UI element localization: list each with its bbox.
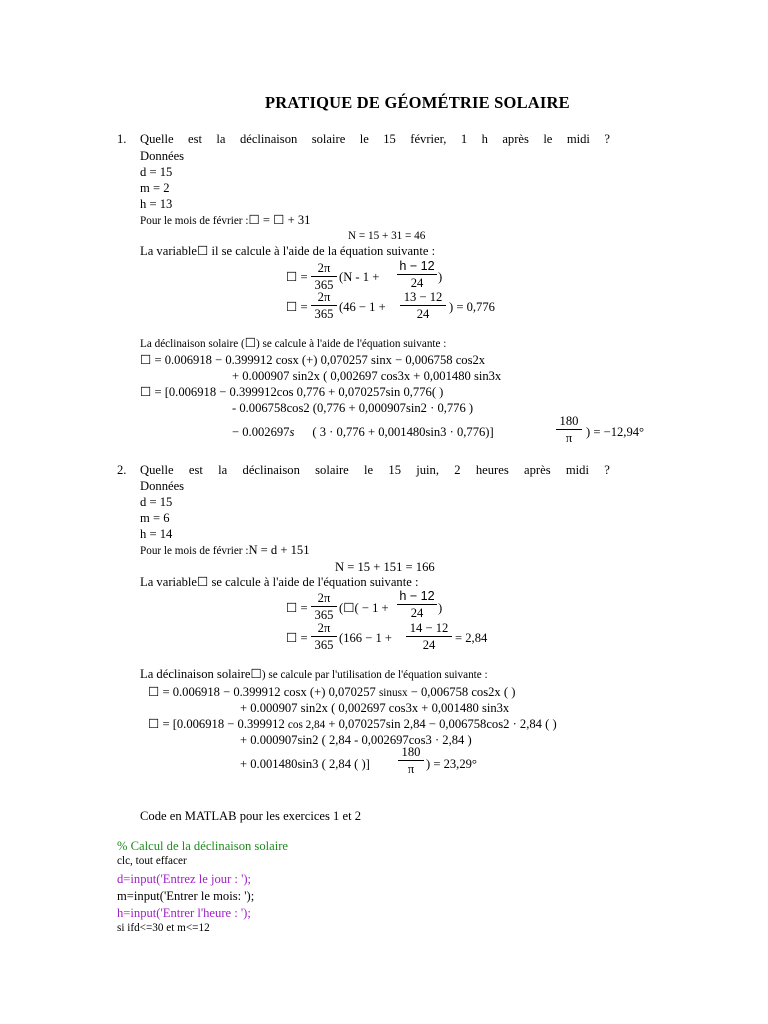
numerator: 180 (398, 746, 424, 761)
denominator: 24 (422, 637, 436, 652)
text: La variable (140, 575, 197, 589)
text: il se calcule à l'aide de la équation suivante : (208, 244, 436, 258)
ex2-variable (140, 576, 418, 589)
word: juin, (416, 463, 440, 477)
ex2-gen-mid: (☐( − 1 + (339, 601, 389, 615)
fraction-180-pi (398, 746, 424, 775)
text: La déclinaison solaire ( (140, 338, 245, 350)
code-m-input: m=input('Entrer le mois: '); (117, 889, 255, 903)
numerator: 2π (311, 262, 337, 277)
text: = 0.006918 − 0.399912 cosx (+) 0,070257 sinx − 0,006758 cos2x (151, 353, 486, 367)
text: s (289, 425, 295, 439)
word: solaire (315, 463, 349, 477)
word: 15 (388, 463, 401, 477)
text: + 0,070257sin 2,84 − 0,006758cos2 · 2,84 ( ) (325, 717, 557, 731)
denominator: 365 (314, 277, 334, 292)
word: déclinaison (239, 132, 298, 146)
word: solaire (311, 132, 346, 146)
ex1-eq-line4: - 0.006758cos2 (0,776 + 0,000907sin2 · 0,776 ) (232, 401, 474, 415)
word: Quelle (140, 132, 174, 146)
word: après (524, 463, 551, 477)
word: déclinaison (242, 463, 300, 477)
ex1-sub-result: ) = 0,776 (449, 300, 495, 314)
fraction-h-24 (397, 260, 437, 289)
text: se calcule à l'aide de l'équation suivante : (208, 575, 419, 589)
mois-eq: = (259, 213, 274, 227)
numerator: 14 − 12 (406, 622, 452, 637)
box-symbol: ☐ (273, 213, 285, 227)
denominator: 365 (314, 607, 334, 622)
mois-label: Pour le mois de février : (140, 545, 249, 557)
word: midi (565, 463, 589, 477)
text: La déclinaison solaire (140, 667, 251, 681)
fraction-180-pi (556, 415, 582, 444)
ex2-number: 2. (117, 463, 127, 477)
ex2-sub-result: = 2,84 (455, 631, 488, 645)
denominator: 24 (410, 605, 424, 620)
word: le (359, 132, 369, 146)
fraction-13-24 (400, 291, 446, 320)
denominator: 365 (314, 306, 334, 321)
fraction-2pi-365 (311, 262, 337, 291)
ex1-question (140, 133, 610, 146)
ex2-donnees: Données (140, 479, 185, 493)
ex1-number: 1. (117, 132, 127, 146)
numerator: 13 − 12 (400, 291, 446, 306)
code-h-input: h=input('Entrer l'heure : '); (117, 906, 251, 920)
text: ( 3 · 0,776 + 0,001480sin3 · 0,776)] (312, 425, 494, 439)
ex1-gen-lhs (286, 271, 308, 284)
ex1-m: m = 2 (140, 181, 170, 195)
ex2-result: ) = 23,29° (426, 757, 477, 771)
ex2-sub-mid: (166 − 1 + (339, 631, 393, 645)
word: après (502, 132, 529, 146)
box-symbol: ☐ (197, 244, 209, 258)
code-comment: % Calcul de la déclinaison solaire (117, 839, 289, 853)
ex1-mois (140, 214, 310, 227)
fraction-2pi-365 (311, 592, 337, 621)
numerator: 2π (311, 622, 337, 637)
ex2-n-result: N = 15 + 151 = 166 (335, 560, 435, 574)
eq: = (297, 601, 308, 615)
close-paren: ) (438, 270, 443, 284)
ex2-eq-line2: + 0.000907 sin2x ( 0,002697 cos3x + 0,001480 sin3x (240, 701, 510, 715)
word: ? (604, 463, 610, 477)
page-title: PRATIQUE DE GÉOMÉTRIE SOLAIRE (265, 93, 570, 112)
ex1-d: d = 15 (140, 165, 173, 179)
box-symbol: ☐ (248, 213, 260, 227)
eq: = (297, 631, 308, 645)
word: est (188, 463, 203, 477)
box-symbol: ☐ (286, 270, 298, 284)
numerator: 2π (311, 291, 337, 306)
box-symbol: ☐ (197, 575, 209, 589)
ex2-question (140, 464, 610, 477)
text: cos 2,84 (287, 719, 326, 731)
denominator: π (407, 761, 415, 776)
word: Quelle (140, 463, 174, 477)
box-symbol: ☐ (148, 717, 160, 731)
close-paren: ) (438, 601, 443, 615)
box-symbol: ☐ (250, 667, 262, 681)
denominator: π (565, 430, 573, 445)
ex2-d: d = 15 (140, 495, 173, 509)
word: la (218, 463, 228, 477)
box-symbol: ☐ (286, 300, 298, 314)
ex1-eq-line5 (232, 426, 494, 439)
word: 15 (383, 132, 396, 146)
word: ? (604, 132, 610, 146)
denominator: 24 (410, 275, 424, 290)
ex1-sub-lhs (286, 301, 308, 314)
ex1-result: ) = −12,94° (586, 425, 645, 439)
text: ( − 1 + (354, 601, 389, 615)
eq: = (297, 300, 308, 314)
fraction-h-24 (397, 590, 437, 619)
ex2-m: m = 6 (140, 511, 170, 525)
text: ) se calcule par l'utilisation de l'équation suivante : (261, 669, 488, 681)
ex1-sub-mid: (46 − 1 + (339, 300, 386, 314)
text: ) se calcule à l'aide de l'équation suivante : (255, 338, 447, 350)
mois-plus: + 31 (284, 213, 311, 227)
numerator: 2π (311, 592, 337, 607)
ex2-sub-lhs (286, 632, 308, 645)
ex1-h: h = 13 (140, 197, 173, 211)
word: la (216, 132, 226, 146)
word: février, (410, 132, 447, 146)
ex1-variable (140, 245, 435, 258)
numerator: h − 12 (397, 260, 437, 275)
box-symbol: ☐ (140, 353, 152, 367)
text: = [0.006918 − 0.399912 (159, 717, 288, 731)
denominator: 24 (416, 306, 430, 321)
ex1-eq-line3 (140, 386, 443, 399)
ex2-eq-line3 (148, 718, 557, 731)
word: heures (475, 463, 509, 477)
text: = 0.006918 − 0.399912 cosx (+) 0,070257 (159, 685, 379, 699)
word: le (364, 463, 374, 477)
text: − 0,006758 cos2x ( ) (407, 685, 516, 699)
ex1-decl-intro (140, 337, 446, 350)
mois-formula: N = d + 151 (248, 543, 310, 557)
word: 2 (454, 463, 461, 477)
box-symbol: ☐ (140, 385, 152, 399)
box-symbol: ☐ (286, 631, 298, 645)
box-symbol: ☐ (148, 685, 160, 699)
ex2-decl-intro (140, 668, 488, 681)
text: − 0.002697 (232, 425, 290, 439)
box-symbol: ☐ (244, 336, 256, 350)
ex2-eq-line4: + 0.000907sin2 ( 2,84 - 0,002697cos3 · 2,84 ) (240, 733, 472, 747)
ex1-donnees: Données (140, 149, 185, 163)
ex1-eq-line1 (140, 354, 485, 367)
text: sinusx (378, 687, 408, 699)
ex2-mois (140, 544, 310, 557)
ex1-gen-mid: (N - 1 + (339, 270, 380, 284)
word: midi (566, 132, 590, 146)
ex1-eq-line2: + 0.000907 sin2x ( 0,002697 cos3x + 0,001480 sin3x (232, 369, 502, 383)
word: h (481, 132, 488, 146)
word: 1 (460, 132, 468, 146)
eq: = (297, 270, 308, 284)
box-symbol: ☐ (343, 601, 355, 615)
numerator: h − 12 (397, 590, 437, 605)
ex2-eq-line5: + 0.001480sin3 ( 2,84 ( )] (240, 757, 370, 771)
ex2-gen-lhs (286, 602, 308, 615)
text: = [0.006918 − 0.399912cos 0,776 + 0,070257sin 0,776( ) (151, 385, 444, 399)
code-si: si ifd<=30 et m<=12 (117, 922, 210, 934)
fraction-2pi-365 (311, 622, 337, 651)
ex2-h: h = 14 (140, 527, 173, 541)
text: La variable (140, 244, 197, 258)
word: est (188, 132, 202, 146)
word: le (543, 132, 553, 146)
mois-label: Pour le mois de février : (140, 215, 249, 227)
ex2-eq-line1 (148, 686, 515, 699)
code-intro: Code en MATLAB pour les exercices 1 et 2 (140, 809, 362, 823)
ex1-n-result: N = 15 + 31 = 46 (348, 230, 426, 242)
box-symbol: ☐ (286, 601, 298, 615)
code-clc: clc, tout effacer (117, 855, 187, 867)
numerator: 180 (556, 415, 582, 430)
fraction-2pi-365 (311, 291, 337, 320)
fraction-14-24 (406, 622, 452, 651)
code-d-input: d=input('Entrez le jour : '); (117, 872, 252, 886)
denominator: 365 (314, 637, 334, 652)
